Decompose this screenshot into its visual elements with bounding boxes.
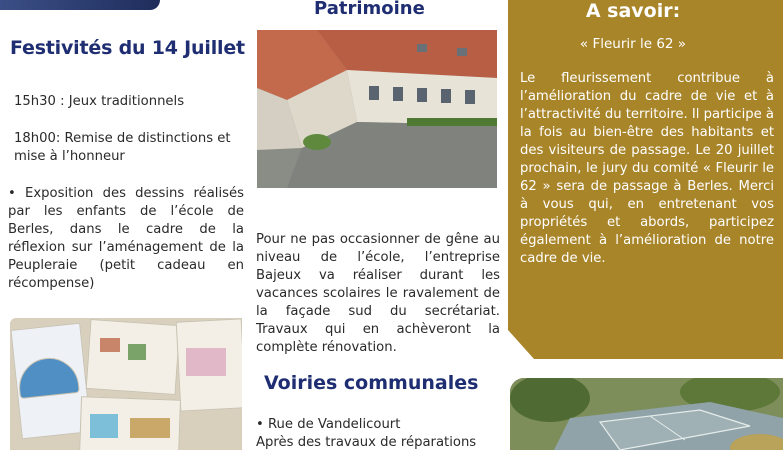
court-illustration: [510, 378, 783, 450]
exhibition-text: • Exposition des dessins réalisés par les enfants de l’école de Berles, dans le cadre de la réflexion sur l’aménagement de la Peupleraie (petit cadeau en récompense): [8, 186, 244, 291]
roads-item-2: Après des travaux de réparations: [256, 435, 477, 450]
right-column: [508, 0, 783, 450]
roads-title: Voiries communales: [264, 372, 479, 394]
left-column: [0, 0, 252, 450]
info-title: A savoir:: [585, 0, 681, 22]
heritage-title: Patrimoine: [314, 0, 425, 19]
decorative-banner: [0, 0, 160, 10]
info-text: Le fleurissement contribue à l’amélioration du cadre de vie et à l’attractivité du territoire. Il participe à la fois au bien-être des habitants et des visiteurs de passage. Le 20 juillet prochain, le jury du comité « Fleurir le 62 » sera de passage à Berles. Merci à vous qui, en entretenant vos propriétés et abords, participez également à l’amélioration de notre cadre de vie.: [520, 71, 774, 266]
children-drawings-photo: [10, 318, 242, 450]
school-building-photo: [257, 30, 497, 188]
schedule-line-1: 15h30 : Jeux traditionnels: [14, 94, 185, 109]
schedule-line-2: 18h00: Remise de distinctions et mise à l’honneur: [14, 131, 231, 164]
heritage-text: Pour ne pas occasionner de gêne au niveau de l’école, l’entreprise Bajeux va réaliser durant les vacances scolaires le ravalement de la façade sud du secrétariat. Travaux qui en achèveront la complète rénovation.: [256, 232, 500, 355]
info-subtitle: « Fleurir le 62 »: [579, 36, 687, 52]
info-panel: [508, 0, 783, 359]
festivities-title: Festivités du 14 Juillet: [10, 37, 245, 59]
village-court-photo: [510, 378, 783, 450]
building-illustration: [257, 30, 497, 188]
panel-corner-cut: [508, 330, 534, 359]
middle-column: [252, 0, 508, 450]
roads-item-1: • Rue de Vandelicourt: [256, 417, 401, 432]
roads-text: [256, 416, 500, 450]
